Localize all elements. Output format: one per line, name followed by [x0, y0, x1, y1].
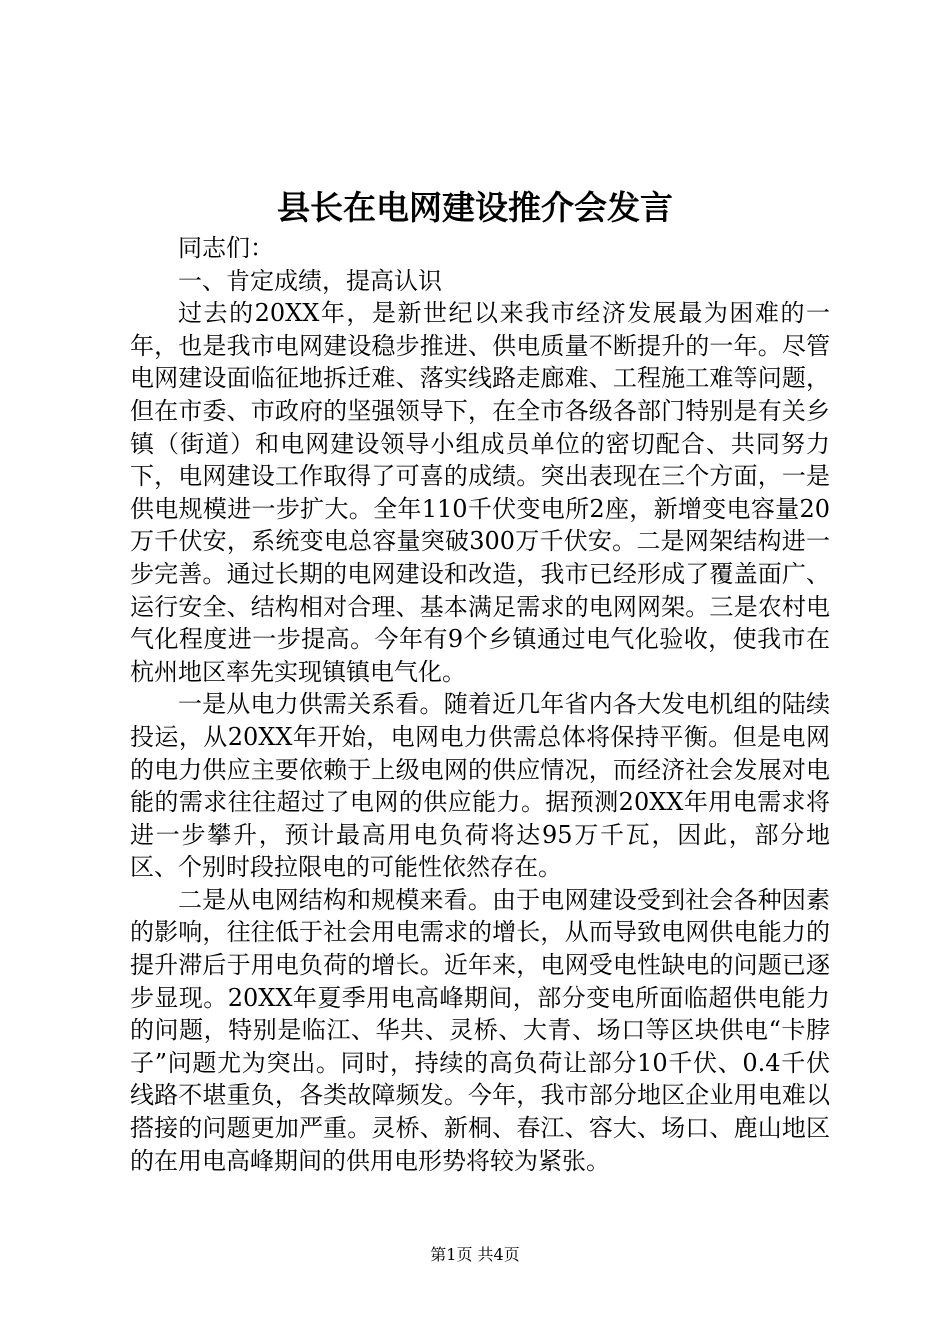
paragraph-supply-demand: 一是从电力供需关系看。随着近几年省内各大发电机组的陆续投运，从20XX年开始，电网电力供需总体将保持平衡。但是电网的电力供应主要依赖于上级电网的供应情况，而经济社会发展对电能的需求往往超过了电网的供应能力。据预测20XX年用电需求将进一步攀升，预计最高用电负荷将达95万千瓦，因此，部分地区、个别时段拉限电的可能性依然存在。 — [130, 690, 830, 882]
page-footer: 第1页 共4页 — [430, 1245, 520, 1264]
document-title: 县长在电网建设推介会发言 — [277, 188, 673, 227]
section-heading: 一、肯定成绩，提高认识 — [178, 266, 442, 295]
salutation: 同志们： — [178, 234, 274, 262]
document-body — [130, 232, 830, 1177]
paragraph-grid-structure: 二是从电网结构和规模来看。由于电网建设受到社会各种因素的影响，往往低于社会用电需求的增长，从而导致电网供电能力的提升滞后于用电负荷的增长。近年来，电网受电性缺电的问题已逐步显现。20XX年夏季用电高峰期间，部分变电所面临超供电能力的问题，特别是临江、华共、灵桥、大青、场口等区块供电“卡脖子”问题尤为突出。同时，持续的高负荷让部分10千伏、0.4千伏线路不堪重负，各类故障频发。今年，我市部分地区企业用电难以搭接的问题更加严重。灵桥、新桐、春江、容大、场口、鹿山地区的在用电高峰期间的供用电形势将较为紧张。 — [130, 885, 830, 1175]
paragraph-achievements: 过去的20XX年，是新世纪以来我市经济发展最为困难的一年，也是我市电网建设稳步推进、供电质量不断提升的一年。尽管电网建设面临征地拆迁难、落实线路走廊难、工程施工难等问题，但在市委、市政府的坚强领导下，在全市各级各部门特别是有关乡镇（街道）和电网建设领导小组成员单位的密切配合、共同努力下，电网建设工作取得了可喜的成绩。突出表现在三个方面，一是供电规模进一步扩大。全年110千伏变电所2座，新增变电容量20万千伏安，系统变电总容量突破300万千伏安。二是网架结构进一步完善。通过长期的电网建设和改造，我市已经形成了覆盖面广、运行安全、结构相对合理、基本满足需求的电网网架。三是农村电气化程度进一步提高。今年有9个乡镇通过电气化验收，使我市在杭州地区率先实现镇镇电气化。 — [130, 299, 830, 686]
